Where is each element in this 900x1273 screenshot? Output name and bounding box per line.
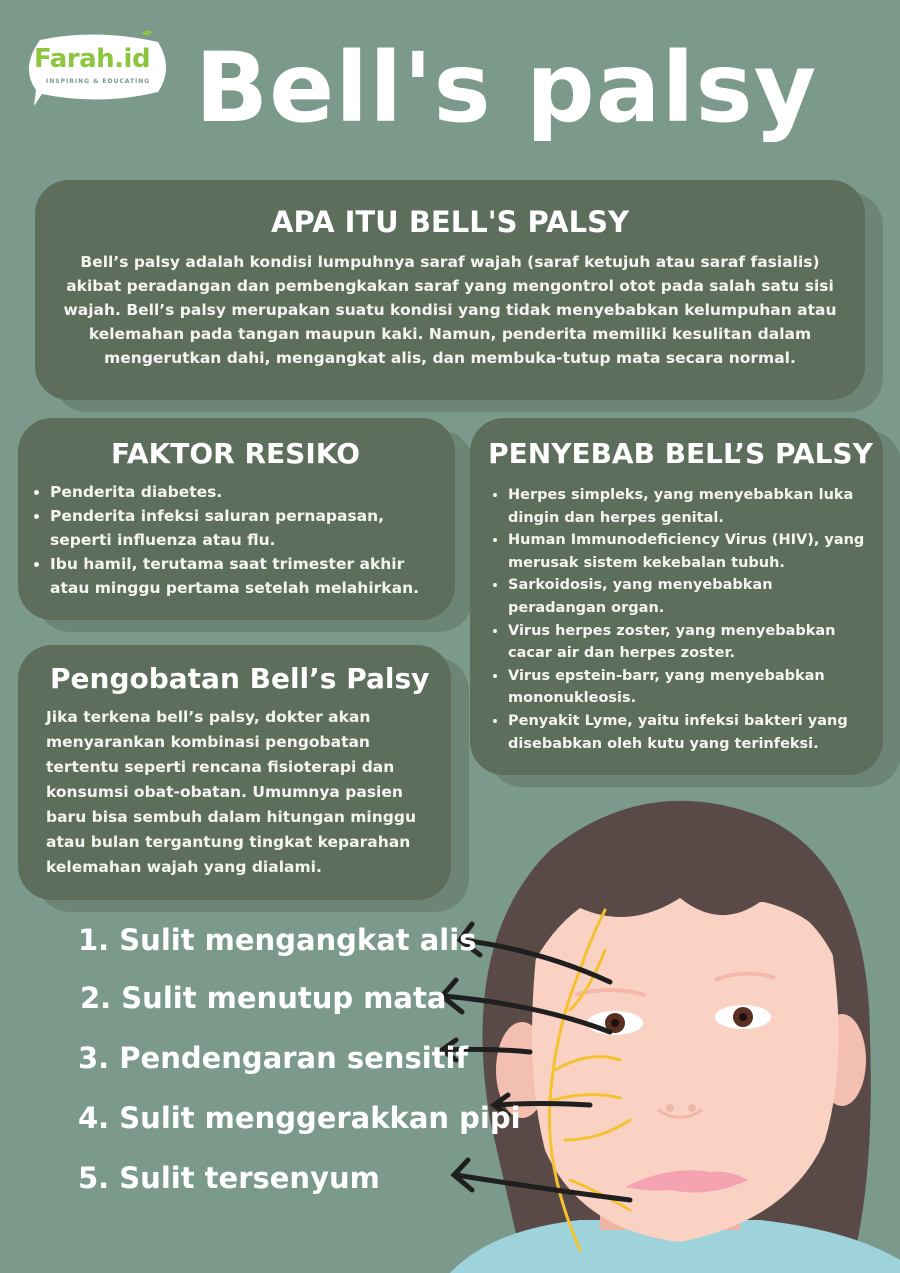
symptom-item: 4. Sulit menggerakkan pipi — [78, 1101, 521, 1135]
list-item: • Sarkoidosis, yang menyebabkan peradangan organ. — [508, 574, 873, 619]
causes-list — [488, 484, 873, 755]
card-risk-factors — [18, 418, 455, 620]
risk-factor-list — [30, 480, 441, 600]
list-item: • Penderita diabetes. — [50, 480, 441, 504]
card-heading-treatment: Pengobatan Bell’s Palsy — [50, 662, 430, 695]
card-heading-what-is: APA ITU BELL'S PALSY — [271, 205, 629, 239]
symptom-item: 2. Sulit menutup mata — [80, 981, 447, 1015]
list-item: • Human Immunodeficiency Virus (HIV), yang merusak sistem kekebalan tubuh. — [508, 529, 873, 574]
list-item: • Penderita infeksi saluran pernapasan, seperti influenza atau flu. — [50, 504, 441, 552]
list-item: • Penyakit Lyme, yaitu infeksi bakteri yang disebabkan oleh kutu yang terinfeksi. — [508, 710, 873, 755]
list-item: • Ibu hamil, terutama saat trimester akhir atau minggu pertama setelah melahirkan. — [50, 552, 441, 600]
list-item: • Virus epstein-barr, yang menyebabkan mononukleosis. — [508, 665, 873, 710]
card-what-is — [35, 180, 865, 400]
card-heading-causes: PENYEBAB BELL’S PALSY — [488, 437, 873, 470]
card-body-what-is: Bell’s palsy adalah kondisi lumpuhnya saraf wajah (saraf ketujuh atau saraf fasialis) akibat peradangan dan pembengkakan saraf yang mengontrol otot pada salah satu sisi wajah. Bell’s palsy merupakan suatu kondisi yang tidak menyebabkan kelumpuhan atau kelemahan pada tangan maupun kaki. Namun, penderita memiliki kesulitan dalam mengerutkan dahi, mengangkat alis, dan membuka-tutup mata secara normal. — [63, 253, 837, 367]
symptom-item: 3. Pendengaran sensitif — [78, 1041, 469, 1075]
logo-wordmark: Farah.id — [34, 44, 151, 74]
card-heading-risk-factors: FAKTOR RESIKO — [110, 437, 360, 470]
symptom-item: 5. Sulit tersenyum — [78, 1161, 380, 1195]
list-item: • Herpes simpleks, yang menyebabkan luka dingin dan herpes genital. — [508, 484, 873, 529]
card-treatment — [18, 645, 451, 900]
symptom-item: 1. Sulit mengangkat alis — [78, 923, 477, 957]
card-body-treatment: Jika terkena bell’s palsy, dokter akan menyarankan kombinasi pengobatan tertentu seperti rencana fisioterapi dan konsumsi obat-obatan. Umumnya pasien baru bisa sembuh dalam hitungan minggu atau bulan tergantung tingkat keparahan kelemahan wajah yang dialami. — [46, 708, 416, 876]
logo-tagline: INSPIRING & EDUCATING — [46, 78, 151, 85]
list-item: • Virus herpes zoster, yang menyebabkan cacar air dan herpes zoster. — [508, 620, 873, 665]
page-title: Bell's palsy — [195, 32, 818, 144]
card-causes — [470, 418, 883, 775]
